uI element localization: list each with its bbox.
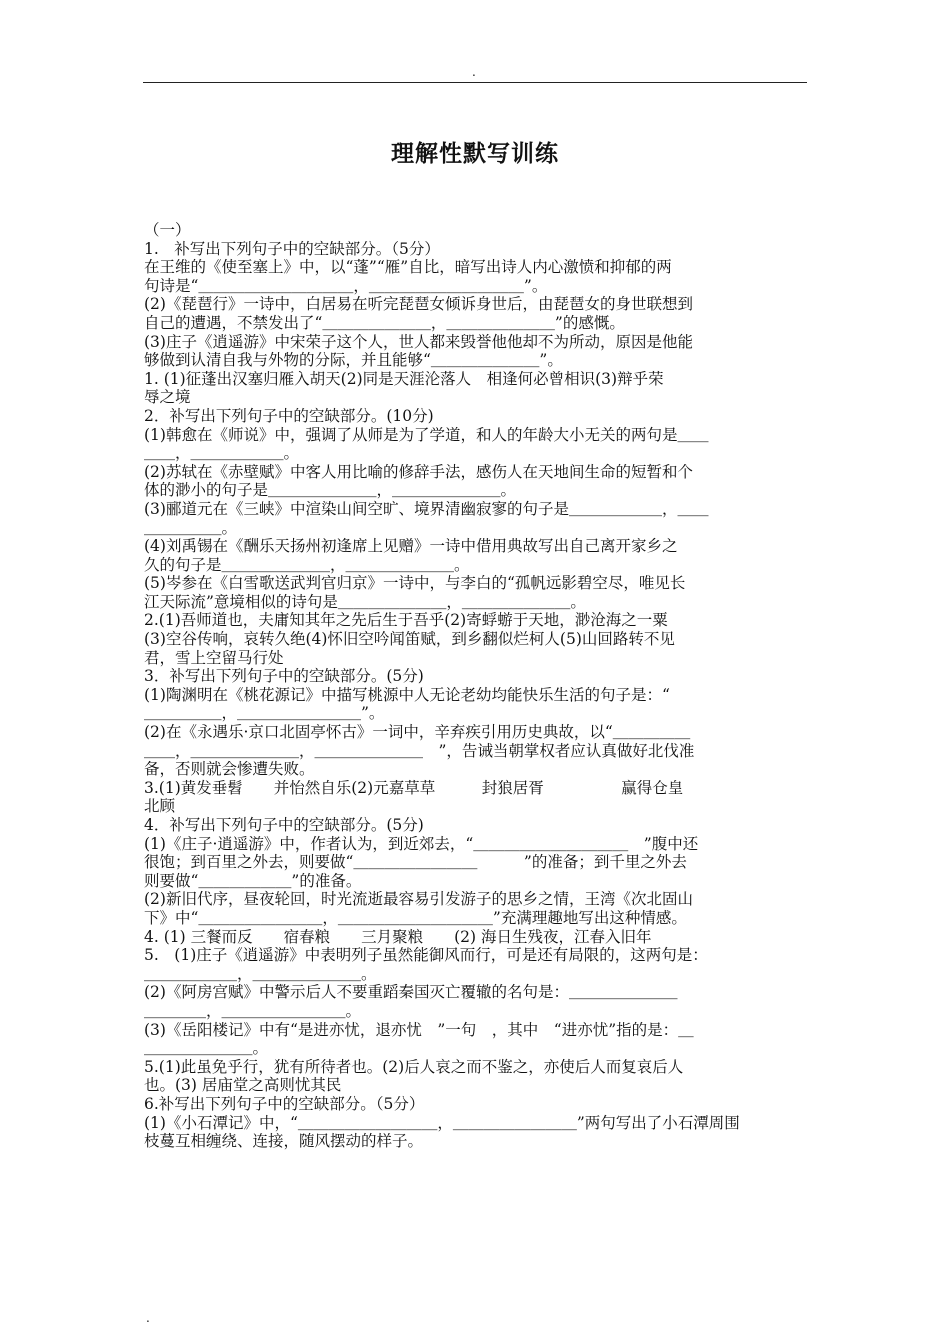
text-line: 5. (1)庄子《逍遥游》中表明列子虽然能御风而行，可是还有局限的，这两句是： <box>144 946 708 965</box>
text-line: 辱之境 <box>144 388 191 407</box>
text-line: 久的句子是＿＿＿＿＿＿＿，＿＿＿＿＿＿＿。 <box>144 555 470 574</box>
text-line: 下》中“＿＿＿＿＿＿＿＿，＿＿＿＿＿＿＿＿＿＿”充满理趣地写出这种情感。 <box>144 908 687 927</box>
text-line: 3．补写出下列句子中的空缺部分。(5分) <box>144 667 424 686</box>
text-line: 在王维的《使至塞上》中，以“蓬”“雁”自比，暗写出诗人内心激愤和抑郁的两 <box>144 258 672 277</box>
text-line: 自己的遭遇，不禁发出了“＿＿＿＿＿＿＿，＿＿＿＿＿＿＿”的感慨。 <box>144 313 625 332</box>
text-line: (4)刘禹锡在《酬乐天扬州初逢席上见赠》一诗中借用典故写出自己离开家乡之 <box>144 537 678 556</box>
text-line: (1)韩愈在《师说》中，强调了从师是为了学道，和人的年龄大小无关的两句是＿＿ <box>144 425 709 444</box>
text-line: 2．补写出下列句子中的空缺部分。(10分) <box>144 406 434 425</box>
text-line: 枝蔓互相缠绕、连接，随风摆动的样子。 <box>144 1132 424 1151</box>
header-mark: . <box>472 65 476 79</box>
text-line: ＿＿＿＿＿，＿＿＿＿＿＿＿＿”。 <box>144 704 385 723</box>
text-line: 也。(3) 居庙堂之高则忧其民 <box>144 1076 342 1095</box>
text-line: 北顾 <box>144 797 176 816</box>
text-line: (2)在《永遇乐·京口北固亭怀古》一词中，辛弃疾引用历史典故，以“＿＿＿＿＿ <box>144 723 691 742</box>
text-line: 5.(1)此虽免乎行，犹有所待者也。(2)后人哀之而不鉴之，亦使后人而复哀后人 <box>144 1057 684 1076</box>
text-line: 很饱；到百里之外去，则要做“＿＿＿＿＿＿＿＿ ”的准备；到千里之外去 <box>144 853 687 872</box>
text-line: ＿＿＿＿＿＿，＿＿＿＿＿＿＿。 <box>144 964 377 983</box>
text-line: 君，雪上空留马行处 <box>144 648 284 667</box>
text-line: 2.(1)吾师道也，夫庸知其年之先后生于吾乎(2)寄蜉蝣于天地，渺沧海之一粟 <box>144 611 668 630</box>
text-line: (2)新旧代序，昼夜轮回，时光流逝最容易引发游子的思乡之情，王湾《次北固山 <box>144 890 693 909</box>
header-rule <box>143 82 807 83</box>
text-line: (1)《庄子·逍遥游》中，作者认为，到近郊去，“＿＿＿＿＿＿＿＿＿＿ ”腹中还 <box>144 834 699 853</box>
text-line: 3.(1)黄发垂髫 并怡然自乐(2)元嘉草草 封狼居胥 赢得仓皇 <box>144 778 684 797</box>
text-line: 则要做“＿＿＿＿＿＿”的准备。 <box>144 871 362 890</box>
text-line: ＿＿＿＿＿。 <box>144 518 238 537</box>
text-line: ＿＿，＿＿＿＿＿＿。 <box>144 444 300 463</box>
text-line: (2)《琵琶行》一诗中，白居易在听完琵琶女倾诉身世后，由琵琶女的身世联想到 <box>144 295 693 314</box>
text-line: ＿＿＿＿，＿＿＿＿＿＿＿＿。 <box>144 1001 362 1020</box>
page-title: 理解性默写训练 <box>391 141 559 167</box>
text-line: 够做到认清自我与外物的分际，并且能够“＿＿＿＿＿＿＿”。 <box>144 351 563 370</box>
text-line: 1. 补写出下列句子中的空缺部分。（5分） <box>144 239 440 258</box>
text-line: 体的渺小的句子是＿＿＿＿＿＿＿，＿＿＿＿＿＿＿。 <box>144 481 517 500</box>
text-line: 江天际流”意境相似的诗句是＿＿＿＿＿＿＿，＿＿＿＿＿＿＿。 <box>144 592 586 611</box>
text-line: 1. (1)征蓬出汉塞归雁入胡天(2)同是天涯沦落人 相逢何必曾相识(3)辩乎荣 <box>144 369 664 388</box>
text-line: (2)《阿房宫赋》中警示后人不要重蹈秦国灭亡覆辙的名句是：＿＿＿＿＿＿＿ <box>144 983 678 1002</box>
text-line: 句诗是“＿＿＿＿＿＿＿＿＿＿，＿＿＿＿＿＿＿＿＿＿”。 <box>144 276 548 295</box>
text-line: ＿＿，＿＿＿＿＿＿＿，＿＿＿＿＿＿＿ ”，告诫当朝掌权者应认真做好北伐准 <box>144 741 695 760</box>
text-line: 4. (1) 三餐而反 宿春粮 三月聚粮 (2) 海日生残夜，江春入旧年 <box>144 927 652 946</box>
text-line: ＿＿＿＿＿＿＿。 <box>144 1039 269 1058</box>
text-line: 4．补写出下列句子中的空缺部分。(5分) <box>144 816 424 834</box>
text-line: (3)郦道元在《三峡》中渲染山间空旷、境界清幽寂寥的句子是＿＿＿＿＿＿，＿＿ <box>144 499 709 518</box>
text-line: 6.补写出下列句子中的空缺部分。（5分） <box>144 1094 425 1113</box>
text-line: (1)《小石潭记》中，“＿＿＿＿＿＿＿＿＿，＿＿＿＿＿＿＿＿”两句写出了小石潭周围 <box>144 1113 740 1132</box>
text-line: (3)《岳阳楼记》中有“是进亦忧，退亦忧 ”一句 ，其中 “进亦忧”指的是：＿ <box>144 1020 694 1039</box>
text-line: (2)苏轼在《赤壁赋》中客人用比喻的修辞手法，感伤人在天地间生命的短暂和个 <box>144 462 693 481</box>
text-line: （一） <box>144 221 191 239</box>
exercise-body <box>144 221 808 1151</box>
text-line: (1)陶渊明在《桃花源记》中描写桃源中人无论老幼均能快乐生活的句子是：“ <box>144 685 670 704</box>
footer-mark: . <box>146 1311 150 1325</box>
text-line: (3)庄子《逍遥游》中宋荣子这个人，世人都来毁誉他他却不为所动，原因是他能 <box>144 332 693 351</box>
text-line: (5)岑参在《白雪歌送武判官归京》一诗中，与李白的“孤帆远影碧空尽，唯见长 <box>144 574 686 593</box>
text-line: 备，否则就会惨遭失败。 <box>144 760 315 779</box>
text-line: (3)空谷传响，哀转久绝(4)怀旧空吟闻笛赋，到乡翻似烂柯人(5)山回路转不见 <box>144 630 675 649</box>
